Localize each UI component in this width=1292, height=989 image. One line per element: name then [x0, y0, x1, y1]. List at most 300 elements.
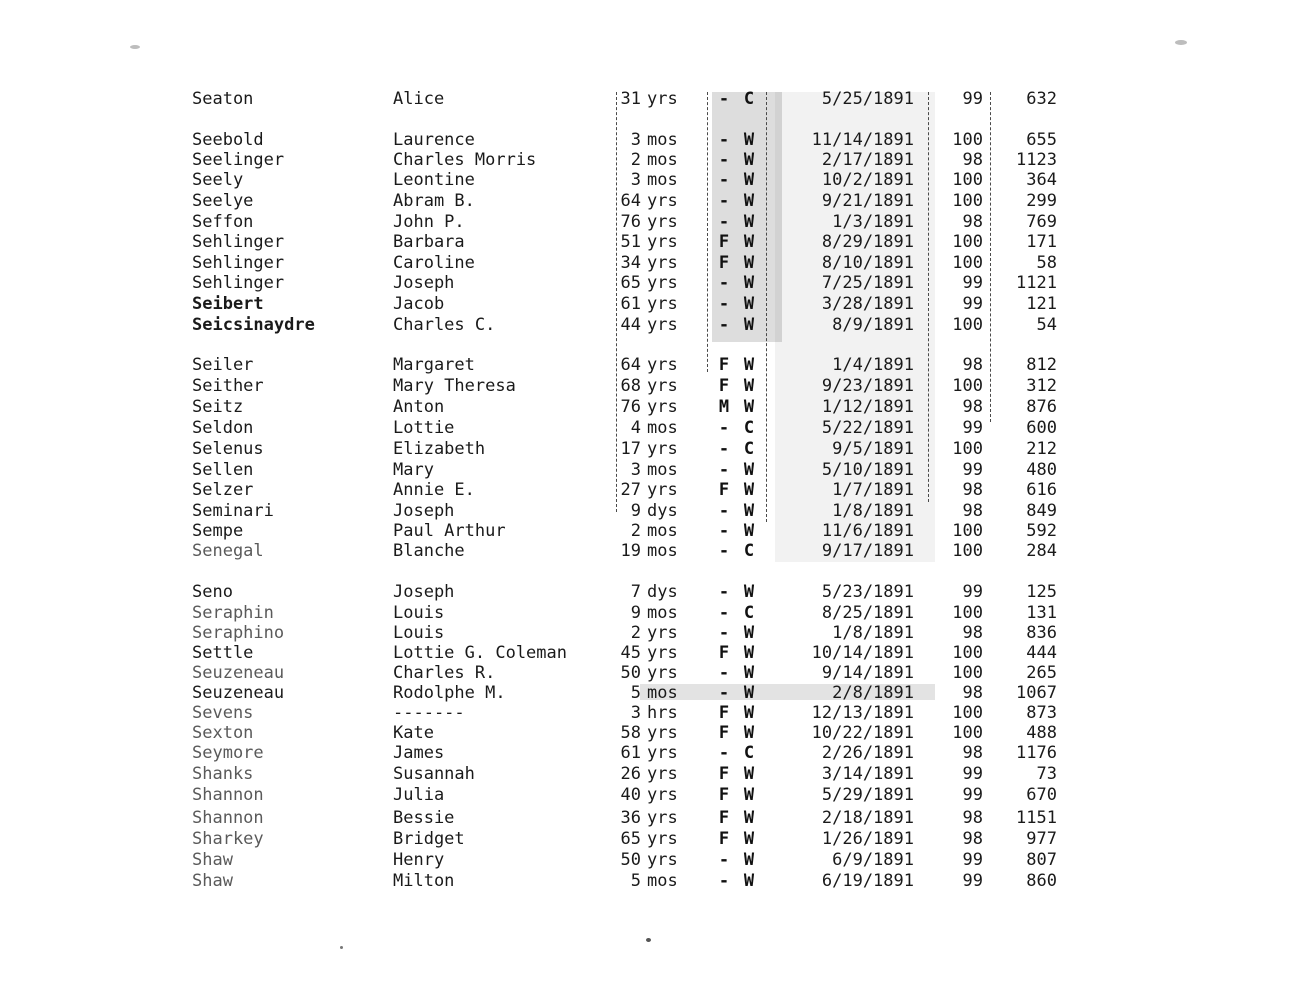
death-date-cell: 11/14/1891: [811, 130, 914, 150]
death-date-cell: 12/13/1891: [811, 703, 914, 723]
volume-cell: 98: [962, 501, 983, 521]
volume-cell: 100: [952, 191, 983, 211]
surname-cell: Shaw: [192, 871, 233, 891]
sex-cell: -: [718, 582, 730, 602]
race-cell: W: [743, 273, 755, 293]
volume-cell: 98: [962, 480, 983, 500]
death-date-cell: 5/25/1891: [821, 89, 914, 109]
death-date-cell: 1/7/1891: [832, 480, 914, 500]
surname-cell: Seraphin: [192, 603, 274, 623]
death-date-cell: 10/14/1891: [811, 643, 914, 663]
sex-cell: -: [718, 460, 730, 480]
ledger-row: [0, 355, 1292, 375]
given-name-cell: Barbara: [393, 232, 465, 252]
sex-cell: -: [718, 212, 730, 232]
surname-cell: Seraphino: [192, 623, 285, 643]
death-date-cell: 2/18/1891: [821, 808, 914, 828]
volume-cell: 99: [962, 89, 983, 109]
given-name-cell: Laurence: [393, 130, 475, 150]
given-name-cell: Louis: [393, 623, 445, 643]
page-number-cell: 977: [1026, 829, 1057, 849]
volume-cell: 100: [952, 603, 983, 623]
page-number-cell: 655: [1026, 130, 1057, 150]
death-date-cell: 6/19/1891: [821, 871, 914, 891]
age-unit-cell: yrs: [647, 850, 678, 870]
volume-cell: 100: [952, 130, 983, 150]
surname-cell: Seuzeneau: [192, 663, 285, 683]
volume-cell: 99: [962, 460, 983, 480]
sex-cell: F: [718, 643, 730, 663]
race-cell: W: [743, 170, 755, 190]
death-date-cell: 7/25/1891: [821, 273, 914, 293]
death-date-cell: 1/3/1891: [832, 212, 914, 232]
surname-cell: Shannon: [192, 808, 264, 828]
ledger-row: [0, 273, 1292, 293]
race-cell: W: [743, 643, 755, 663]
age-cell: 58: [620, 723, 641, 743]
sex-cell: -: [718, 603, 730, 623]
given-name-cell: Louis: [393, 603, 445, 623]
age-cell: 45: [620, 643, 641, 663]
age-unit-cell: yrs: [647, 808, 678, 828]
volume-cell: 99: [962, 764, 983, 784]
death-date-cell: 2/17/1891: [821, 150, 914, 170]
sex-cell: -: [718, 89, 730, 109]
page-number-cell: 480: [1026, 460, 1057, 480]
race-cell: W: [743, 521, 755, 541]
death-date-cell: 2/26/1891: [821, 743, 914, 763]
ledger-row: [0, 582, 1292, 602]
death-date-cell: 9/14/1891: [821, 663, 914, 683]
sex-cell: -: [718, 418, 730, 438]
given-name-cell: Elizabeth: [393, 439, 486, 459]
given-name-cell: Charles C.: [393, 315, 496, 335]
age-unit-cell: yrs: [647, 315, 678, 335]
ledger-row: [0, 130, 1292, 150]
death-date-cell: 1/4/1891: [832, 355, 914, 375]
race-cell: W: [743, 623, 755, 643]
age-cell: 40: [620, 785, 641, 805]
page-number-cell: 131: [1026, 603, 1057, 623]
sex-cell: -: [718, 623, 730, 643]
page-number-cell: 670: [1026, 785, 1057, 805]
age-cell: 65: [620, 829, 641, 849]
ledger-row: [0, 315, 1292, 335]
age-cell: 31: [620, 89, 641, 109]
given-name-cell: Lottie: [393, 418, 455, 438]
sex-cell: F: [718, 376, 730, 396]
ledger-row: [0, 501, 1292, 521]
age-unit-cell: yrs: [647, 643, 678, 663]
surname-cell: Seely: [192, 170, 244, 190]
volume-cell: 98: [962, 212, 983, 232]
race-cell: W: [743, 191, 755, 211]
death-date-cell: 9/5/1891: [832, 439, 914, 459]
volume-cell: 99: [962, 850, 983, 870]
ledger-row: [0, 253, 1292, 273]
surname-cell: Seebold: [192, 130, 264, 150]
volume-cell: 100: [952, 232, 983, 252]
age-cell: 68: [620, 376, 641, 396]
death-date-cell: 5/23/1891: [821, 582, 914, 602]
page-number-cell: 212: [1026, 439, 1057, 459]
age-unit-cell: mos: [647, 130, 678, 150]
surname-cell: Sehlinger: [192, 232, 285, 252]
surname-cell: Seaton: [192, 89, 254, 109]
age-cell: 50: [620, 663, 641, 683]
given-name-cell: Abram B.: [393, 191, 475, 211]
surname-cell: Sexton: [192, 723, 254, 743]
ledger-row: [0, 743, 1292, 763]
surname-cell: Shannon: [192, 785, 264, 805]
surname-cell: Seminari: [192, 501, 274, 521]
volume-cell: 98: [962, 808, 983, 828]
sex-cell: F: [718, 355, 730, 375]
ledger-row: [0, 703, 1292, 723]
surname-cell: Sehlinger: [192, 253, 285, 273]
age-unit-cell: mos: [647, 418, 678, 438]
age-cell: 44: [620, 315, 641, 335]
race-cell: C: [743, 603, 755, 623]
surname-cell: Seuzeneau: [192, 683, 285, 703]
ledger-row: [0, 850, 1292, 870]
death-date-cell: 11/6/1891: [821, 521, 914, 541]
age-cell: 5: [630, 683, 641, 703]
sex-cell: -: [718, 294, 730, 314]
age-cell: 9: [630, 501, 641, 521]
volume-cell: 98: [962, 623, 983, 643]
given-name-cell: Alice: [393, 89, 445, 109]
age-cell: 7: [630, 582, 641, 602]
sex-cell: -: [718, 871, 730, 891]
age-unit-cell: yrs: [647, 212, 678, 232]
page-number-cell: 836: [1026, 623, 1057, 643]
given-name-cell: Julia: [393, 785, 445, 805]
sex-cell: -: [718, 150, 730, 170]
page-number-cell: 592: [1026, 521, 1057, 541]
sex-cell: F: [718, 785, 730, 805]
age-unit-cell: mos: [647, 150, 678, 170]
page-number-cell: 876: [1026, 397, 1057, 417]
given-name-cell: Bessie: [393, 808, 455, 828]
age-cell: 4: [630, 418, 641, 438]
sex-cell: F: [718, 808, 730, 828]
page-number-cell: 849: [1026, 501, 1057, 521]
death-date-cell: 8/10/1891: [821, 253, 914, 273]
race-cell: W: [743, 582, 755, 602]
ledger-row: [0, 232, 1292, 252]
age-cell: 76: [620, 397, 641, 417]
death-date-cell: 9/17/1891: [821, 541, 914, 561]
given-name-cell: Blanche: [393, 541, 465, 561]
ledger-row: [0, 603, 1292, 623]
given-name-cell: Charles Morris: [393, 150, 537, 170]
ledger-row: [0, 397, 1292, 417]
ledger-row: [0, 623, 1292, 643]
death-date-cell: 10/2/1891: [821, 170, 914, 190]
given-name-cell: Henry: [393, 850, 445, 870]
ledger-row: [0, 683, 1292, 703]
given-name-cell: Mary: [393, 460, 434, 480]
ledger-row: [0, 808, 1292, 828]
volume-cell: 99: [962, 418, 983, 438]
given-name-cell: Joseph: [393, 582, 455, 602]
race-cell: W: [743, 501, 755, 521]
ledger-row: [0, 212, 1292, 232]
age-cell: 64: [620, 191, 641, 211]
ledger-row: [0, 829, 1292, 849]
age-unit-cell: mos: [647, 170, 678, 190]
surname-cell: Selenus: [192, 439, 264, 459]
surname-cell: Sellen: [192, 460, 254, 480]
race-cell: W: [743, 764, 755, 784]
ledger-row: [0, 170, 1292, 190]
ledger-row: [0, 723, 1292, 743]
given-name-cell: Jacob: [393, 294, 445, 314]
page-number-cell: 73: [1036, 764, 1057, 784]
age-unit-cell: yrs: [647, 743, 678, 763]
ledger-row: [0, 663, 1292, 683]
surname-cell: Sevens: [192, 703, 254, 723]
given-name-cell: Leontine: [393, 170, 475, 190]
page-number-cell: 121: [1026, 294, 1057, 314]
given-name-cell: Susannah: [393, 764, 475, 784]
volume-cell: 99: [962, 273, 983, 293]
given-name-cell: Margaret: [393, 355, 475, 375]
ledger-row: [0, 480, 1292, 500]
page-number-cell: 860: [1026, 871, 1057, 891]
given-name-cell: -------: [393, 703, 465, 723]
page-number-cell: 632: [1026, 89, 1057, 109]
age-cell: 51: [620, 232, 641, 252]
surname-cell: Seibert: [192, 294, 264, 314]
age-unit-cell: yrs: [647, 663, 678, 683]
race-cell: W: [743, 808, 755, 828]
age-unit-cell: yrs: [647, 723, 678, 743]
age-cell: 26: [620, 764, 641, 784]
race-cell: W: [743, 294, 755, 314]
age-unit-cell: mos: [647, 871, 678, 891]
page-number-cell: 1121: [1016, 273, 1057, 293]
age-unit-cell: yrs: [647, 764, 678, 784]
given-name-cell: Joseph: [393, 501, 455, 521]
page-number-cell: 1176: [1016, 743, 1057, 763]
age-cell: 36: [620, 808, 641, 828]
race-cell: C: [743, 439, 755, 459]
volume-cell: 100: [952, 315, 983, 335]
volume-cell: 98: [962, 150, 983, 170]
race-cell: W: [743, 871, 755, 891]
age-unit-cell: hrs: [647, 703, 678, 723]
given-name-cell: Lottie G. Coleman: [393, 643, 567, 663]
volume-cell: 99: [962, 871, 983, 891]
death-date-cell: 9/21/1891: [821, 191, 914, 211]
sex-cell: -: [718, 130, 730, 150]
race-cell: W: [743, 785, 755, 805]
sex-cell: -: [718, 315, 730, 335]
death-date-cell: 6/9/1891: [832, 850, 914, 870]
race-cell: W: [743, 460, 755, 480]
death-date-cell: 10/22/1891: [811, 723, 914, 743]
race-cell: W: [743, 130, 755, 150]
age-cell: 34: [620, 253, 641, 273]
race-cell: W: [743, 703, 755, 723]
surname-cell: Seffon: [192, 212, 254, 232]
age-cell: 2: [630, 150, 641, 170]
age-unit-cell: mos: [647, 683, 678, 703]
age-unit-cell: yrs: [647, 785, 678, 805]
race-cell: W: [743, 663, 755, 683]
sex-cell: -: [718, 273, 730, 293]
race-cell: W: [743, 150, 755, 170]
age-unit-cell: dys: [647, 582, 678, 602]
given-name-cell: Anton: [393, 397, 445, 417]
age-unit-cell: yrs: [647, 439, 678, 459]
page-number-cell: 125: [1026, 582, 1057, 602]
race-cell: W: [743, 829, 755, 849]
surname-cell: Seitz: [192, 397, 244, 417]
sex-cell: F: [718, 829, 730, 849]
death-date-cell: 3/28/1891: [821, 294, 914, 314]
age-unit-cell: mos: [647, 541, 678, 561]
race-cell: W: [743, 253, 755, 273]
volume-cell: 100: [952, 439, 983, 459]
age-cell: 61: [620, 743, 641, 763]
age-cell: 61: [620, 294, 641, 314]
race-cell: C: [743, 89, 755, 109]
age-cell: 76: [620, 212, 641, 232]
sex-cell: F: [718, 480, 730, 500]
ledger-row: [0, 418, 1292, 438]
surname-cell: Seelinger: [192, 150, 285, 170]
age-unit-cell: yrs: [647, 829, 678, 849]
race-cell: C: [743, 418, 755, 438]
age-unit-cell: yrs: [647, 623, 678, 643]
surname-cell: Shaw: [192, 850, 233, 870]
ledger-row: [0, 785, 1292, 805]
race-cell: C: [743, 541, 755, 561]
given-name-cell: Caroline: [393, 253, 475, 273]
page-number-cell: 364: [1026, 170, 1057, 190]
page-number-cell: 54: [1036, 315, 1057, 335]
given-name-cell: Annie E.: [393, 480, 475, 500]
sex-cell: -: [718, 170, 730, 190]
page-number-cell: 807: [1026, 850, 1057, 870]
death-date-cell: 1/8/1891: [832, 623, 914, 643]
sex-cell: F: [718, 764, 730, 784]
page-number-cell: 1067: [1016, 683, 1057, 703]
race-cell: W: [743, 480, 755, 500]
death-date-cell: 5/29/1891: [821, 785, 914, 805]
ledger-row: [0, 871, 1292, 891]
age-unit-cell: mos: [647, 460, 678, 480]
surname-cell: Seicsinaydre: [192, 315, 315, 335]
age-cell: 64: [620, 355, 641, 375]
ledger-row: [0, 191, 1292, 211]
race-cell: W: [743, 376, 755, 396]
surname-cell: Sempe: [192, 521, 244, 541]
sex-cell: -: [718, 501, 730, 521]
ledger-row: [0, 764, 1292, 784]
race-cell: W: [743, 723, 755, 743]
ledger-row: [0, 643, 1292, 663]
given-name-cell: Charles R.: [393, 663, 496, 683]
given-name-cell: John P.: [393, 212, 465, 232]
surname-cell: Seelye: [192, 191, 254, 211]
age-cell: 17: [620, 439, 641, 459]
race-cell: W: [743, 232, 755, 252]
death-date-cell: 5/10/1891: [821, 460, 914, 480]
sex-cell: -: [718, 521, 730, 541]
death-date-cell: 8/29/1891: [821, 232, 914, 252]
ledger-row: [0, 376, 1292, 396]
surname-cell: Seldon: [192, 418, 254, 438]
given-name-cell: Joseph: [393, 273, 455, 293]
death-date-cell: 2/8/1891: [832, 683, 914, 703]
given-name-cell: Bridget: [393, 829, 465, 849]
ledger-row: [0, 439, 1292, 459]
page-number-cell: 873: [1026, 703, 1057, 723]
page-number-cell: 58: [1036, 253, 1057, 273]
surname-cell: Sharkey: [192, 829, 264, 849]
death-date-cell: 5/22/1891: [821, 418, 914, 438]
given-name-cell: Kate: [393, 723, 434, 743]
age-cell: 19: [620, 541, 641, 561]
death-date-cell: 8/25/1891: [821, 603, 914, 623]
age-unit-cell: dys: [647, 501, 678, 521]
age-cell: 3: [630, 170, 641, 190]
given-name-cell: Mary Theresa: [393, 376, 516, 396]
page-number-cell: 171: [1026, 232, 1057, 252]
race-cell: W: [743, 355, 755, 375]
sex-cell: F: [718, 232, 730, 252]
race-cell: C: [743, 743, 755, 763]
age-unit-cell: mos: [647, 521, 678, 541]
age-cell: 27: [620, 480, 641, 500]
death-date-cell: 1/26/1891: [821, 829, 914, 849]
age-unit-cell: yrs: [647, 273, 678, 293]
volume-cell: 99: [962, 785, 983, 805]
volume-cell: 100: [952, 253, 983, 273]
age-unit-cell: yrs: [647, 480, 678, 500]
age-cell: 3: [630, 703, 641, 723]
age-cell: 3: [630, 460, 641, 480]
volume-cell: 100: [952, 170, 983, 190]
ledger-row: [0, 460, 1292, 480]
page-number-cell: 312: [1026, 376, 1057, 396]
sex-cell: M: [718, 397, 730, 417]
surname-cell: Sehlinger: [192, 273, 285, 293]
page-number-cell: 616: [1026, 480, 1057, 500]
race-cell: W: [743, 212, 755, 232]
sex-cell: -: [718, 683, 730, 703]
age-unit-cell: yrs: [647, 89, 678, 109]
death-date-cell: 9/23/1891: [821, 376, 914, 396]
surname-cell: Shanks: [192, 764, 254, 784]
page-number-cell: 1151: [1016, 808, 1057, 828]
age-cell: 50: [620, 850, 641, 870]
volume-cell: 100: [952, 663, 983, 683]
given-name-cell: Rodolphe M.: [393, 683, 506, 703]
volume-cell: 98: [962, 355, 983, 375]
surname-cell: Seymore: [192, 743, 264, 763]
page-number-cell: 812: [1026, 355, 1057, 375]
death-date-cell: 8/9/1891: [832, 315, 914, 335]
race-cell: W: [743, 850, 755, 870]
page-number-cell: 769: [1026, 212, 1057, 232]
race-cell: W: [743, 315, 755, 335]
page-number-cell: 299: [1026, 191, 1057, 211]
